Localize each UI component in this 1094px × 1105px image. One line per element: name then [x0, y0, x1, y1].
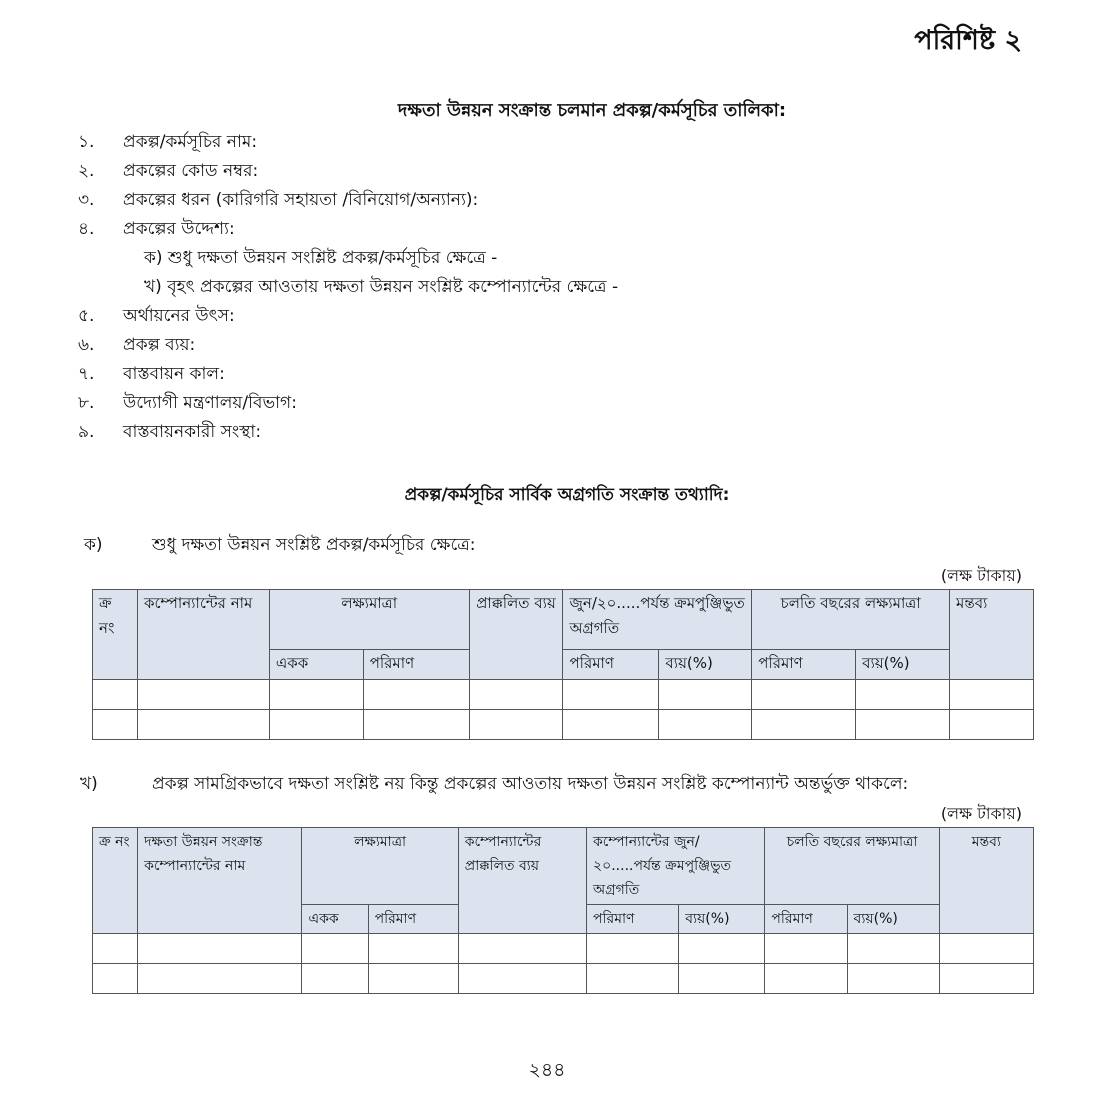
table-cell[interactable] — [302, 964, 368, 994]
list-item-text: প্রকল্পের উদ্দেশ্য: — [123, 219, 235, 239]
header-quantity: পরিমাণ — [363, 650, 469, 680]
list-item-text: প্রকল্পের ধরন (কারিগরি সহায়তা /বিনিয়োগ/অন্যান্য): — [123, 190, 479, 210]
header-serial: ক্র নং — [93, 590, 138, 680]
list-item-text: বাস্তবায়ন কাল: — [123, 364, 225, 384]
list-item — [78, 418, 618, 447]
header-cy-quantity: পরিমাণ — [752, 650, 856, 680]
list-item — [78, 186, 618, 215]
table-cell[interactable] — [137, 710, 269, 740]
table-cell[interactable] — [950, 710, 1034, 740]
header-cumulative-progress: কম্পোন্যান্টের জুন/২০.....পর্যন্ত ক্রমপুঞ্জিভুত অগ্রগতি — [587, 828, 765, 905]
table-cell[interactable] — [563, 680, 659, 710]
list-item-number: ৬. — [78, 335, 95, 355]
list-item-text: প্রকল্পের কোড নম্বর: — [123, 161, 259, 181]
list-item-number: ৯. — [78, 422, 95, 442]
table-row — [93, 680, 1034, 710]
section-a-unit: (লক্ষ টাকায়) — [940, 566, 1022, 585]
header-current-year-target: চলতি বছরের লক্ষ্যমাত্রা — [765, 828, 939, 905]
table-cell[interactable] — [659, 680, 752, 710]
table-cell[interactable] — [765, 964, 847, 994]
list-item — [78, 128, 618, 157]
table-cell[interactable] — [847, 934, 939, 964]
header-cumulative-progress: জুন/২০.....পর্যন্ত ক্রমপুঞ্জিভুত অগ্রগতি — [563, 590, 752, 650]
header-estimated-cost: প্রাক্কলিত ব্যয় — [469, 590, 563, 680]
header-cum-cost: ব্যয়(%) — [679, 905, 765, 934]
header-unit: একক — [302, 905, 368, 934]
table-cell[interactable] — [93, 964, 138, 994]
list-item-text: ক) শুধু দক্ষতা উন্নয়ন সংশ্লিষ্ট প্রকল্প/কর্মসূচির ক্ষেত্রে - — [144, 248, 498, 268]
table-cell[interactable] — [469, 710, 563, 740]
appendix-label: পরিশিষ্ট ২ — [914, 25, 1022, 56]
table-cell[interactable] — [856, 680, 950, 710]
list-item — [78, 389, 618, 418]
list-item — [78, 360, 618, 389]
list-item-text: অর্থায়নের উৎস: — [123, 306, 235, 326]
section-a-text: শুধু দক্ষতা উন্নয়ন সংশ্লিষ্ট প্রকল্প/কর্মসূচির ক্ষেত্রে: — [152, 535, 476, 555]
list-item — [78, 302, 618, 331]
list-item-text: উদ্যোগী মন্ত্রণালয়/বিভাগ: — [123, 393, 297, 413]
list-item — [78, 331, 618, 360]
table-cell[interactable] — [138, 934, 302, 964]
header-current-year-target: চলতি বছরের লক্ষ্যমাত্রা — [752, 590, 950, 650]
list-item-number: ৫. — [78, 306, 95, 326]
page-number: ২৪৪ — [528, 1059, 566, 1081]
header-cum-quantity: পরিমাণ — [563, 650, 659, 680]
section-a-heading — [84, 532, 476, 560]
list-item-text: খ) বৃহৎ প্রকল্পের আওতায় দক্ষতা উন্নয়ন সংশ্লিষ্ট কম্পোন্যান্টের ক্ষেত্রে - — [144, 277, 619, 297]
list-item-number: ২. — [78, 161, 95, 181]
table-cell[interactable] — [269, 710, 363, 740]
table-cell[interactable] — [93, 710, 138, 740]
list-item-text: বাস্তবায়নকারী সংস্থা: — [123, 422, 262, 442]
table-cell[interactable] — [563, 710, 659, 740]
header-estimated-cost: কম্পোন্যান্টের প্রাক্কলিত ব্যয় — [458, 828, 586, 934]
header-cy-cost: ব্যয়(%) — [856, 650, 950, 680]
list-item-number: ১. — [78, 132, 95, 152]
table-cell[interactable] — [752, 710, 856, 740]
table-cell[interactable] — [765, 934, 847, 964]
header-cy-quantity: পরিমাণ — [765, 905, 847, 934]
table-cell[interactable] — [368, 964, 458, 994]
section-a-label: ক) — [84, 535, 103, 555]
table-cell[interactable] — [363, 680, 469, 710]
table-cell[interactable] — [93, 934, 138, 964]
table-cell[interactable] — [856, 710, 950, 740]
table-cell[interactable] — [137, 680, 269, 710]
table-cell[interactable] — [587, 964, 679, 994]
table-cell[interactable] — [458, 964, 586, 994]
header-target: লক্ষ্যমাত্রা — [302, 828, 458, 905]
table-cell[interactable] — [458, 934, 586, 964]
table-cell[interactable] — [587, 934, 679, 964]
list-item-text: প্রকল্প ব্যয়: — [123, 335, 196, 355]
table-cell[interactable] — [368, 934, 458, 964]
header-cum-quantity: পরিমাণ — [587, 905, 679, 934]
progress-title: প্রকল্প/কর্মসূচির সার্বিক অগ্রগতি সংক্রান্ত তথ্যাদি: — [404, 485, 730, 505]
list-item-number: ৭. — [78, 364, 95, 384]
header-remarks: মন্তব্য — [950, 590, 1034, 680]
table-cell[interactable] — [752, 680, 856, 710]
table-cell[interactable] — [679, 964, 765, 994]
section-b-text: প্রকল্প সামগ্রিকভাবে দক্ষতা সংশ্লিষ্ট নয় কিন্তু প্রকল্পের আওতায় দক্ষতা উন্নয়ন সংশ্লিষ্ট কম্পোন্যান্ট অন্তর্ভুক্ত থাকলে: — [152, 774, 909, 794]
header-cy-cost: ব্যয়(%) — [847, 905, 939, 934]
header-remarks: মন্তব্য — [939, 828, 1033, 934]
section-b-unit: (লক্ষ টাকায়) — [940, 804, 1022, 823]
section-b-label: খ) — [80, 774, 98, 794]
table-cell[interactable] — [679, 934, 765, 964]
header-serial: ক্র নং — [93, 828, 138, 934]
header-quantity: পরিমাণ — [368, 905, 458, 934]
table-cell[interactable] — [269, 680, 363, 710]
header-component-name: কম্পোন্যান্টের নাম — [137, 590, 269, 680]
header-target: লক্ষ্যমাত্রা — [269, 590, 469, 650]
table-cell[interactable] — [847, 964, 939, 994]
list-subitem — [78, 273, 618, 302]
table-cell[interactable] — [950, 680, 1034, 710]
table-cell[interactable] — [363, 710, 469, 740]
header-cum-cost: ব্যয়(%) — [659, 650, 752, 680]
list-item — [78, 215, 618, 244]
table-row — [93, 934, 1034, 964]
table-cell[interactable] — [138, 964, 302, 994]
table-row — [93, 710, 1034, 740]
list-item — [78, 157, 618, 186]
header-unit: একক — [269, 650, 363, 680]
section-b-heading — [80, 771, 908, 799]
list-subitem — [78, 244, 618, 273]
section-b-table — [92, 827, 1034, 994]
list-item-text: প্রকল্প/কর্মসূচির নাম: — [123, 132, 258, 152]
header-component-name: দক্ষতা উন্নয়ন সংক্রান্ত কম্পোন্যান্টের নাম — [138, 828, 302, 934]
list-item-number: ৩. — [78, 190, 95, 210]
table-cell[interactable] — [469, 680, 563, 710]
table-cell[interactable] — [939, 934, 1033, 964]
table-cell[interactable] — [302, 934, 368, 964]
table-cell[interactable] — [659, 710, 752, 740]
section-a-table — [92, 589, 1034, 740]
project-info-list — [78, 128, 618, 447]
document-title: দক্ষতা উন্নয়ন সংক্রান্ত চলমান প্রকল্প/কর্মসূচির তালিকা: — [397, 100, 787, 121]
table-row — [93, 964, 1034, 994]
table-cell[interactable] — [939, 964, 1033, 994]
list-item-number: ৪. — [78, 219, 95, 239]
list-item-number: ৮. — [78, 393, 95, 413]
table-cell[interactable] — [93, 680, 138, 710]
